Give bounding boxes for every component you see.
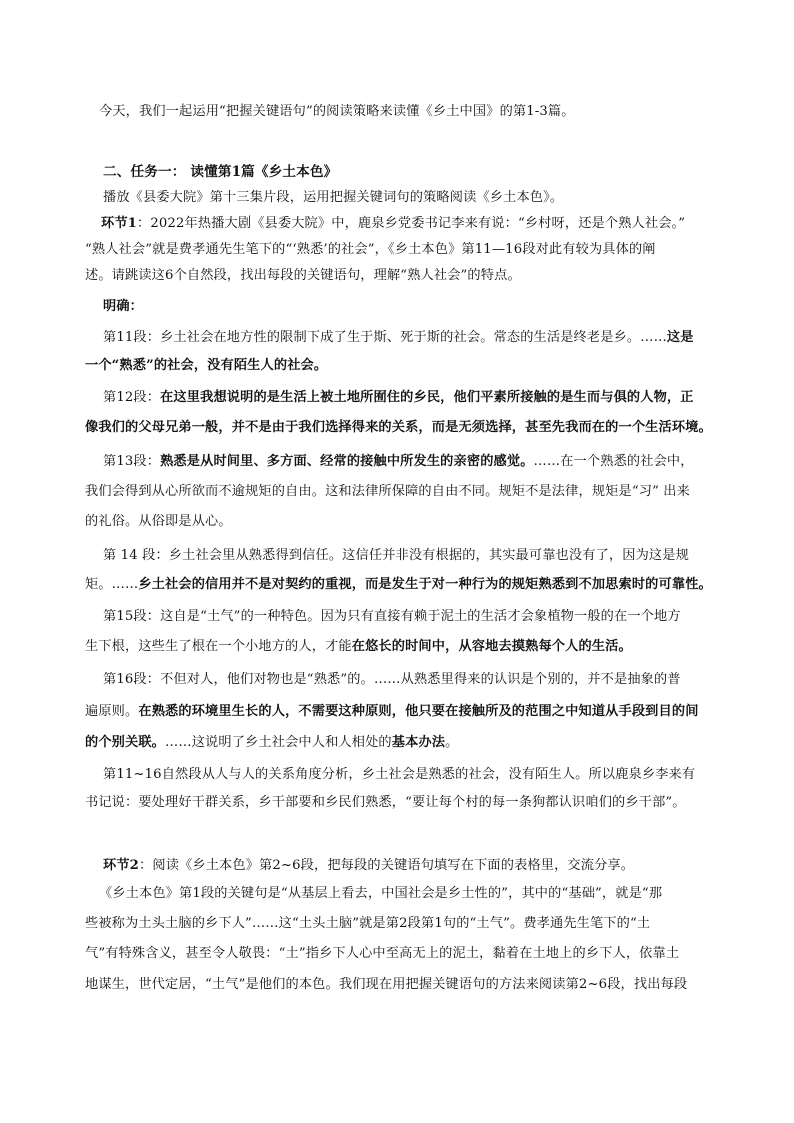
para15-line2	[85, 637, 632, 657]
para16-line2	[85, 702, 699, 722]
step2-text: ：阅读《乡土本色》第2~6段，把每段的关键语句填写在下面的表格里，交流分享。	[139, 858, 635, 873]
step1-line3: 述。请跳读这6个自然段，找出每段的关键语句，理解“熟人社会”的特点。	[85, 268, 521, 283]
para12-line2: 像我们的父母兄弟一般，并不是由于我们选择得来的关系，而是无须选择，甚至先我而在的一个生活环境。	[85, 420, 712, 435]
para11-key-start: 这是	[666, 330, 694, 345]
step2-para-line3: 气”有特殊含义，甚至令人敬畏：“土”指乡下人心中至高无上的泥土，黏着在土地上的乡下人，依靠土	[85, 946, 680, 961]
step2-para-line4: 地谋生，世代定居，“土气”是他们的本色。我们现在用把握关键语句的方法来阅读第2~6段，找出每段	[85, 977, 688, 992]
para16-tail: ……这说明了乡土社会中人和人相处的	[165, 735, 392, 750]
step2-label: 环节2	[103, 858, 140, 873]
para14-prefix: 矩。……	[85, 577, 139, 592]
para12-line1	[103, 388, 694, 408]
para12-key: 在这里我想说明的是生活上被土地所囿住的乡民，他们平素所接触的是生而与俱的人物，正	[160, 390, 694, 405]
para14-line1: 第 14 段：乡土社会里从熟悉得到信任。这信任并非没有根据的，其实最可靠也没有了，因为这是规	[103, 548, 689, 563]
para13-tail: ……在一个熟悉的社会中，	[533, 454, 694, 469]
section-instruction: 播放《县委大院》第十三集片段，运用把握关键词句的策略阅读《乡土本色》。	[103, 190, 564, 205]
para13-label: 第13段：	[103, 454, 161, 469]
para13-line2: 我们会得到从心所欲而不逾规矩的自由。这和法律所保障的自由不同。规矩不是法律，规矩是“习” 出来	[85, 484, 690, 499]
para13-key: 熟悉是从时间里、多方面、经常的接触中所发生的亲密的感觉。	[160, 454, 534, 469]
para14-key: 乡土社会的信用并不是对契约的重视，而是发生于对一种行为的规矩熟悉到不加思索时的可靠性。	[138, 577, 712, 592]
para16-key-end: 的个别关联。	[85, 735, 166, 750]
para13-line1	[103, 452, 694, 472]
step2-para-line1: 《乡土本色》第1段的关键句是“从基层上看去，中国社会是乡土性的”，其中的“基础”，就是“那	[99, 886, 663, 901]
intro-paragraph: 今天，我们一起运用“把握关键语句”的阅读策略来读懂《乡土中国》的第1-3篇。	[99, 104, 575, 119]
step2-para-line2: 些被称为土头土脑的乡下人”……这“土头土脑”就是第2段第1句的“土气”。费孝通先生笔下的“土	[85, 916, 651, 931]
step1-line2: “熟人社会”就是费孝通先生笔下的“‘熟悉’的社会”，《乡土本色》第11—16段对此有较为具体的阐	[85, 242, 656, 257]
para15-text: 生下根，这些生了根在一个小地方的人，才能	[85, 639, 352, 654]
step1-line1-text: ：2022年热播大剧《县委大院》中，鹿泉乡党委书记李来有说：“乡村呀，还是个熟人社会。”	[137, 216, 686, 231]
para16-key: 在熟悉的环境里生长的人，不需要这种原则，他只要在接触所及的范围之中知道从手段到目的间	[138, 704, 699, 719]
para14-line2	[85, 575, 712, 595]
para11-line2: 一个“熟悉”的社会，没有陌生人的社会。	[85, 358, 328, 373]
para16-line1: 第16段：不但对人，他们对物也是“熟悉”的。……从熟悉里得来的认识是个别的，并不是抽象的普	[103, 672, 681, 687]
para15-line1: 第15段：这自是“土气”的一种特色。因为只有直接有赖于泥土的生活才会象植物一般的在一个地方	[103, 609, 681, 624]
step2-line1	[103, 856, 634, 876]
para16-key-method: 基本办法	[391, 735, 446, 750]
step1-label: 环节1	[101, 216, 138, 231]
clarify-label: 明确：	[103, 299, 144, 314]
para11-text: 第11段：乡土社会在地方性的限制下成了生于斯、死于斯的社会。常态的生活是终老是乡。……	[103, 330, 667, 345]
para15-key: 在悠长的时间中，从容地去摸熟每个人的生活。	[351, 639, 632, 654]
section-heading: 二、任务一： 读懂第1篇《乡土本色》	[103, 164, 338, 180]
step1-line1	[101, 214, 685, 234]
para11-line1	[103, 328, 694, 348]
summary-line1: 第11~16自然段从人与人的关系角度分析，乡土社会是熟悉的社会，没有陌生人。所以鹿泉乡李来有	[103, 767, 696, 782]
para12-label: 第12段：	[103, 390, 161, 405]
para13-line3: 的礼俗。从俗即是从心。	[85, 514, 232, 529]
para16-end: 。	[445, 735, 459, 750]
para16-text: 遍原则。	[85, 704, 139, 719]
para16-line3	[85, 733, 458, 753]
summary-line2: 书记说：要处理好干群关系，乡干部要和乡民们熟悉，“要让每个村的每一条狗都认识咱们的乡干部”。	[85, 795, 686, 810]
